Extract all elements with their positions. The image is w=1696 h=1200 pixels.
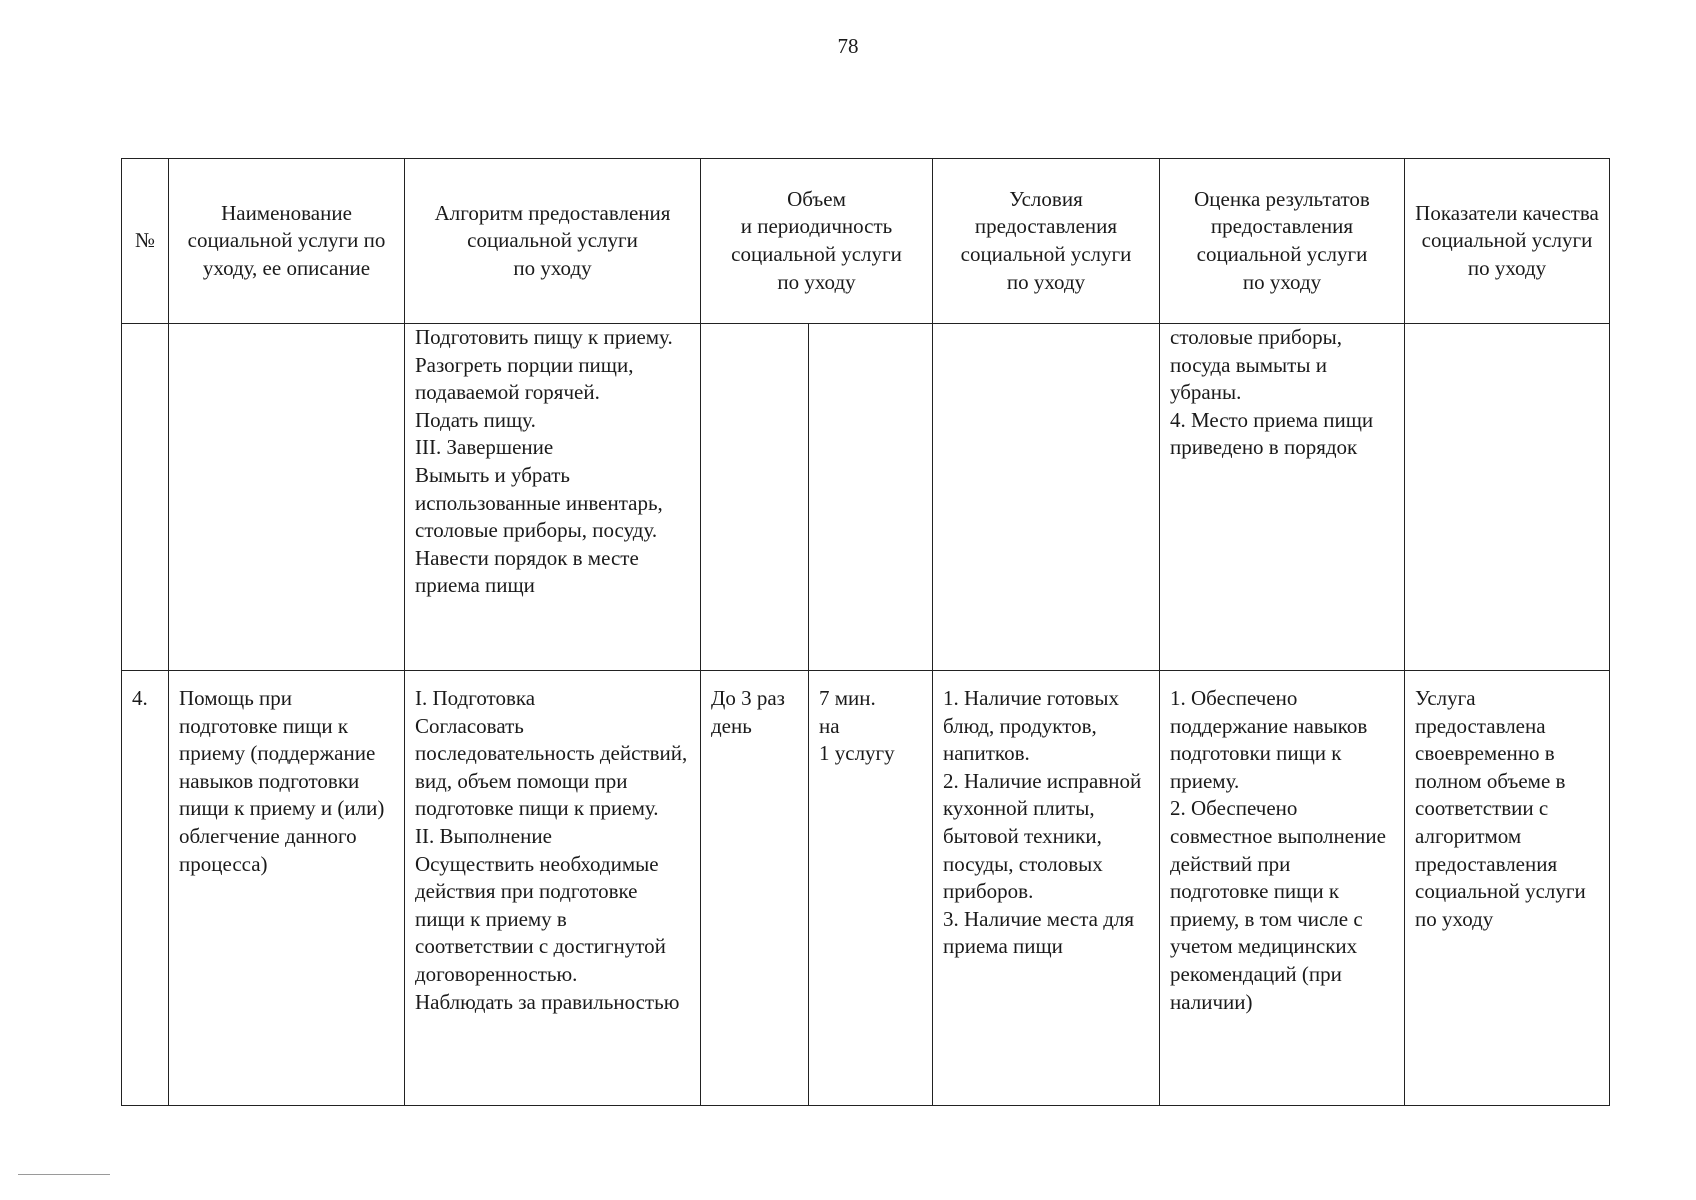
- header-service-name: Наименование социальной услуги по уходу, ее описание: [169, 159, 405, 324]
- cell-service-name: Помощь при подготовке пищи к приему (поддержание навыков подготовки пищи к приему и (или) облегчение данного процесса): [169, 671, 405, 1106]
- table-row-continuation: [122, 324, 1610, 671]
- cell-evaluation: столовые приборы, посуда вымыты и убраны. 4. Место приема пищи приведено в порядок: [1160, 324, 1405, 671]
- cell-conditions: [933, 324, 1160, 671]
- cell-quality: Услуга предоставлена своевременно в полном объеме в соответствии с алгоритмом предоставления социальной услуги по уходу: [1405, 671, 1610, 1106]
- cell-conditions: 1. Наличие готовых блюд, продуктов, напитков. 2. Наличие исправной кухонной плиты, бытовой техники, посуды, столовых приборов. 3. Наличие места для приема пищи: [933, 671, 1160, 1106]
- cell-algorithm: Подготовить пищу к приему. Разогреть порции пищи, подаваемой горячей. Подать пищу. III. Завершение Вымыть и убрать использованные инвентарь, столовые приборы, посуду. Навести порядок в месте приема пищи: [405, 324, 701, 671]
- cell-periodicity: До 3 раз день: [701, 671, 809, 1106]
- cell-volume: [809, 324, 933, 671]
- cell-number: 4.: [122, 671, 169, 1106]
- cell-volume: 7 мин. на 1 услугу: [809, 671, 933, 1106]
- scan-artifact-line: [18, 1174, 110, 1175]
- header-volume-periodicity: Объем и периодичность социальной услуги по уходу: [701, 159, 933, 324]
- header-evaluation: Оценка результатов предоставления социальной услуги по уходу: [1160, 159, 1405, 324]
- header-conditions: Условия предоставления социальной услуги по уходу: [933, 159, 1160, 324]
- header-quality: Показатели качества социальной услуги по уходу: [1405, 159, 1610, 324]
- cell-algorithm: I. Подготовка Согласовать последовательность действий, вид, объем помощи при подготовке пищи к приему. II. Выполнение Осуществить необходимые действия при подготовке пищи к приему в соответствии с достигнутой договоренностью. Наблюдать за правильностью: [405, 671, 701, 1106]
- cell-number: [122, 324, 169, 671]
- cell-quality: [1405, 324, 1610, 671]
- header-number: №: [122, 159, 169, 324]
- table-row-4: [122, 671, 1610, 1106]
- services-table: [121, 158, 1610, 1106]
- table-header-row: [122, 159, 1610, 324]
- cell-service-name: [169, 324, 405, 671]
- cell-periodicity: [701, 324, 809, 671]
- header-algorithm: Алгоритм предоставления социальной услуги по уходу: [405, 159, 701, 324]
- cell-evaluation: 1. Обеспечено поддержание навыков подготовки пищи к приему. 2. Обеспечено совместное выполнение действий при подготовке пищи к приему, в том числе с учетом медицинских рекомендаций (при наличии): [1160, 671, 1405, 1106]
- page-number: 78: [837, 34, 859, 58]
